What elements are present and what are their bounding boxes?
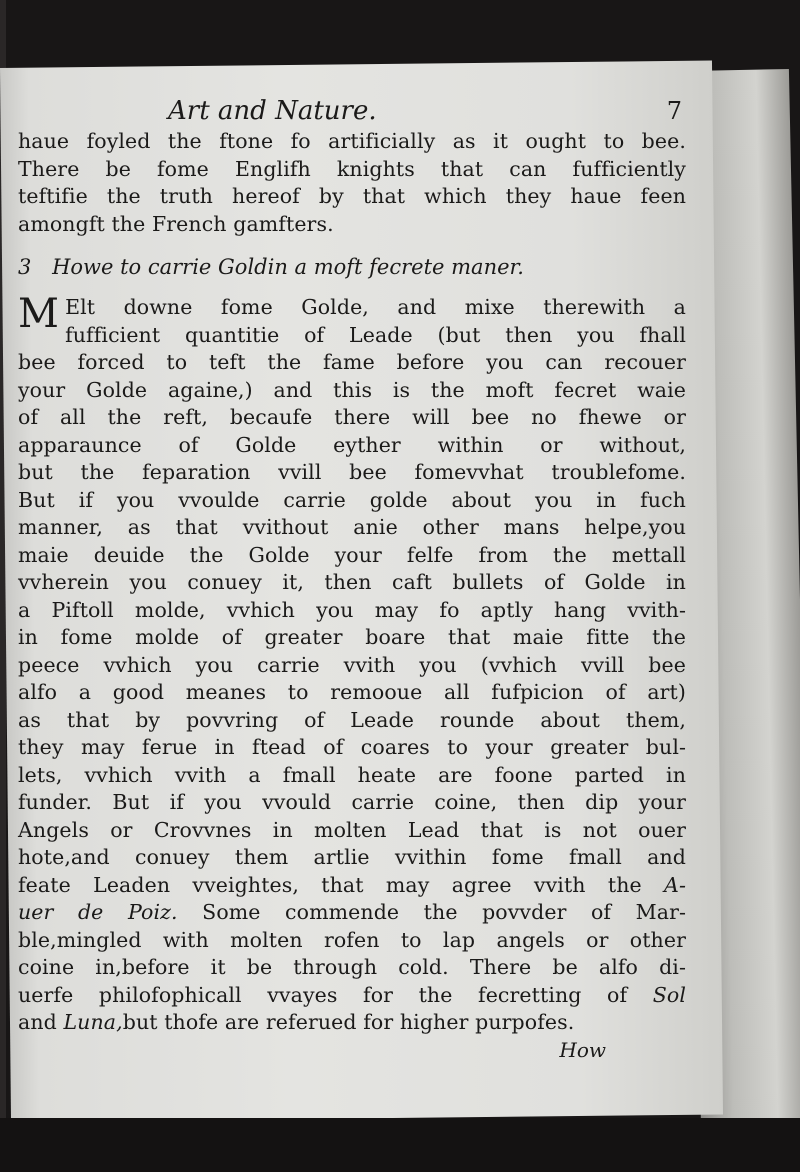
text-line: bee forced to teft the fame before you can recouer [18, 350, 686, 374]
text-line-part: but thofe are referued for higher purpofes. [122, 1010, 575, 1034]
running-head-title: Art and Nature. [168, 96, 377, 126]
text-line: apparaunce of Golde eyther within or without, [18, 432, 686, 457]
text-line: ble,mingled with molten rofen to lap angels or other [18, 927, 686, 952]
paragraph-2 [18, 291, 686, 1037]
italic-word: Luna, [63, 1010, 123, 1034]
text-line-part: Some commende the povvder of Mar- [177, 900, 686, 924]
text-line: teftifie the truth hereof by that which they haue feen [18, 184, 686, 208]
catchword: How [559, 1037, 606, 1062]
text-line: alfo a good meanes to remooue all fufpicion of art) [18, 680, 686, 704]
text-line: lets, vvhich vvith a fmall heate are foone parted in [18, 762, 686, 787]
text-block [18, 94, 686, 1063]
text-line: as that by povvring of Leade rounde about them, [18, 707, 686, 732]
text-line: they may ferue in ftead of coares to your greater bul- [18, 735, 686, 759]
text-line: maie deuide the Golde your felfe from the mettall [18, 542, 686, 567]
paragraph-1 [18, 128, 686, 238]
text-line: amongft the French gamfters. [18, 211, 334, 236]
text-line: manner, as that vvithout anie other mans helpe,you [18, 515, 686, 539]
text-line: Angels or Crovvnes in molten Lead that is not ouer [18, 817, 686, 842]
text-line: haue foyled the ftone fo artificially as it ought to bee. [18, 129, 686, 153]
drop-cap: M [18, 291, 60, 337]
text-line: coine in,before it be through cold. There be alfo di- [18, 955, 686, 979]
first-line-text: Elt downe fome Golde, and mixe therewith a [65, 295, 686, 319]
text-line: vvherein you conuey it, then caft bullets of Golde in [18, 570, 686, 594]
text-line [18, 872, 686, 900]
text-line [18, 899, 686, 927]
italic-word: Sol [652, 982, 686, 1007]
scan-bottom-margin [0, 1118, 800, 1172]
section-number: 3 [18, 255, 32, 279]
text-line: of all the reft, becaufe there will bee no fhewe or [18, 405, 686, 429]
running-head [18, 94, 686, 128]
text-line: in fome molde of greater boare that maie fitte the [18, 625, 686, 649]
text-line: funder. But if you vvould carrie coine, then dip your [18, 790, 686, 814]
text-line: a Piftoll molde, vvhich you may fo aptly hang vvith- [18, 597, 686, 622]
text-line-part: feate Leaden vveightes, that may agree vvith the [18, 872, 642, 897]
text-line: fufficient quantitie of Leade (but then you fhall [65, 322, 686, 347]
text-line-part: and [18, 1010, 64, 1034]
text-line-part: uerfe philofophicall vvayes for the fecretting of [18, 982, 628, 1007]
text-line: but the feparation vvill bee fomevvhat troublefome. [18, 460, 686, 484]
section-title: Howe to carrie Goldin a moft fecrete maner. [52, 255, 524, 279]
text-line: hote,and conuey them artlie vvithin fome fmall and [18, 845, 686, 869]
text-line: peece vvhich you carrie vvith you (vvhich vvill bee [18, 652, 686, 677]
text-line: your Golde againe,) and this is the moft fecret waie [18, 377, 686, 402]
page-number: 7 [666, 97, 682, 125]
text-line [18, 1009, 686, 1037]
section-heading [18, 252, 686, 282]
text-line: But if you vvoulde carrie golde about you in fuch [18, 487, 686, 512]
italic-word: uer de Poiz. [18, 900, 178, 924]
text-line [18, 982, 686, 1010]
text-line: There be fome Englifh knights that can fufficiently [18, 156, 686, 181]
italic-word: A- [664, 872, 686, 897]
